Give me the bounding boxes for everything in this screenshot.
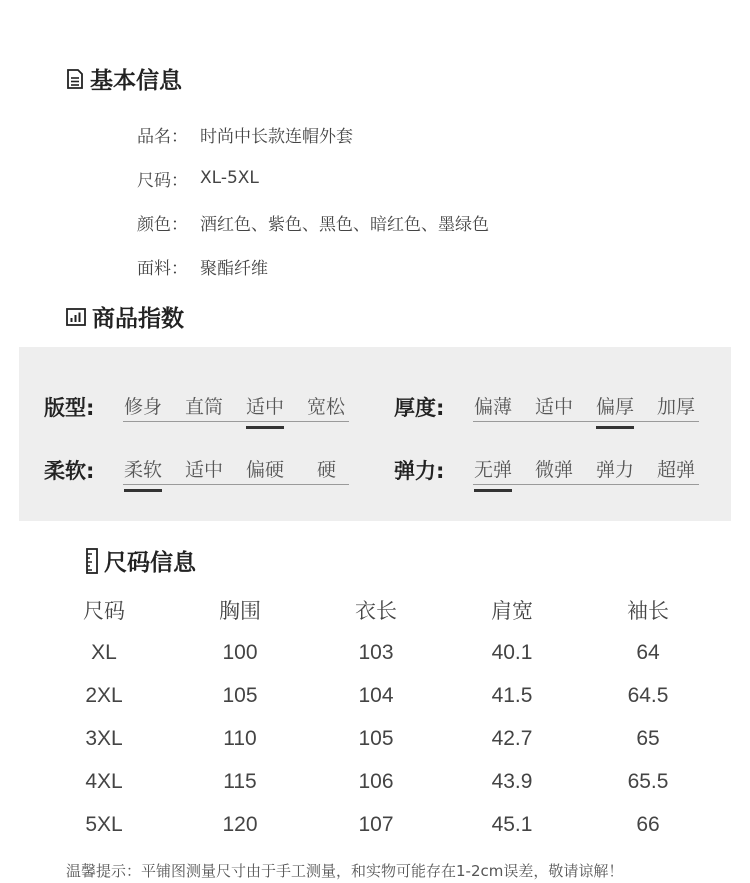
- fit-options: [123, 392, 349, 422]
- table-cell: 41.5: [491, 683, 533, 707]
- fit-option: 宽松: [307, 396, 346, 418]
- table-cell: 120: [222, 812, 258, 836]
- header-cell: 衣长: [355, 598, 397, 623]
- table-cell: 42.7: [491, 726, 533, 750]
- elasticity-option: 超弹: [657, 459, 696, 481]
- elasticity-options: [473, 455, 699, 485]
- thickness-option-selected: 偏厚: [596, 392, 634, 419]
- size-info-title-text: 尺码信息: [104, 550, 196, 576]
- table-cell: 40.1: [491, 640, 533, 664]
- ruler-icon: [86, 548, 98, 574]
- size-table-header: [36, 588, 716, 631]
- table-cell: 103: [358, 640, 394, 664]
- elasticity-option: 微弹: [535, 459, 574, 481]
- fit-option: 直筒: [185, 396, 224, 418]
- info-label: 尺码：: [137, 170, 188, 191]
- fit-label: 版型:: [44, 396, 95, 420]
- table-cell: 100: [222, 640, 258, 664]
- thickness-label: 厚度:: [394, 396, 445, 420]
- elasticity-label: 弹力:: [394, 459, 445, 483]
- table-cell: 104: [358, 683, 394, 707]
- table-cell: 115: [223, 769, 257, 793]
- fit-option-selected: 适中: [246, 392, 284, 419]
- softness-option: 硬: [317, 459, 337, 481]
- info-row-name: [137, 112, 489, 156]
- header-cell: 肩宽: [491, 598, 533, 623]
- info-label: 品名：: [137, 126, 188, 147]
- table-cell: 66: [636, 812, 660, 836]
- table-cell: 3XL: [85, 726, 123, 750]
- table-row: [36, 631, 716, 674]
- softness-option: 适中: [185, 459, 224, 481]
- info-row-size: [137, 156, 489, 200]
- table-cell: 4XL: [85, 769, 123, 793]
- basic-info-list: [137, 112, 489, 288]
- softness-label: 柔软:: [44, 459, 95, 483]
- softness-option: 偏硬: [246, 459, 285, 481]
- header-cell: 尺码: [83, 598, 125, 623]
- table-cell: 107: [358, 812, 394, 836]
- table-cell: 65: [636, 726, 660, 750]
- elasticity-option: 弹力: [596, 459, 635, 481]
- elasticity-option-selected: 无弹: [474, 455, 512, 482]
- table-row: [36, 803, 716, 846]
- info-row-color: [137, 200, 489, 244]
- table-cell: 64.5: [627, 683, 669, 707]
- softness-options: [123, 455, 349, 485]
- table-cell: 45.1: [491, 812, 533, 836]
- thickness-options: [473, 392, 699, 422]
- table-cell: 110: [223, 726, 257, 750]
- size-info-title: [86, 544, 196, 577]
- document-icon: [66, 69, 84, 89]
- thickness-option: 适中: [535, 396, 574, 418]
- size-table: [36, 588, 716, 846]
- header-cell: 胸围: [219, 598, 261, 623]
- table-cell: 2XL: [85, 683, 123, 707]
- header-cell: 袖长: [627, 598, 669, 623]
- table-row: [36, 674, 716, 717]
- info-value: 酒红色、紫色、黑色、暗红色、墨绿色: [200, 214, 489, 235]
- table-cell: 105: [222, 683, 258, 707]
- info-value: 聚酯纤维: [200, 258, 268, 279]
- bar-chart-icon: [66, 308, 86, 326]
- info-value: XL-5XL: [200, 168, 259, 188]
- fit-option: 修身: [124, 396, 163, 418]
- table-cell: 106: [358, 769, 394, 793]
- table-cell: XL: [91, 640, 117, 664]
- info-value: 时尚中长款连帽外套: [200, 126, 353, 147]
- softness-option-selected: 柔软: [124, 455, 162, 482]
- table-row: [36, 760, 716, 803]
- table-cell: 5XL: [85, 812, 123, 836]
- info-label: 面料：: [137, 258, 188, 279]
- info-label: 颜色：: [137, 214, 188, 235]
- info-row-fabric: [137, 244, 489, 288]
- measurement-tip: 温馨提示：平铺图测量尺寸由于手工测量，和实物可能存在1-2cm误差，敬请谅解！: [66, 862, 624, 880]
- basic-info-title: [66, 62, 182, 95]
- table-cell: 65.5: [627, 769, 669, 793]
- table-cell: 43.9: [491, 769, 533, 793]
- table-cell: 105: [358, 726, 394, 750]
- product-index-title-text: 商品指数: [92, 306, 184, 332]
- product-index-title: [66, 300, 184, 333]
- thickness-option: 偏薄: [474, 396, 513, 418]
- product-index-panel: [19, 347, 731, 521]
- thickness-option: 加厚: [657, 396, 696, 418]
- table-cell: 64: [636, 640, 660, 664]
- basic-info-title-text: 基本信息: [90, 68, 182, 94]
- table-row: [36, 717, 716, 760]
